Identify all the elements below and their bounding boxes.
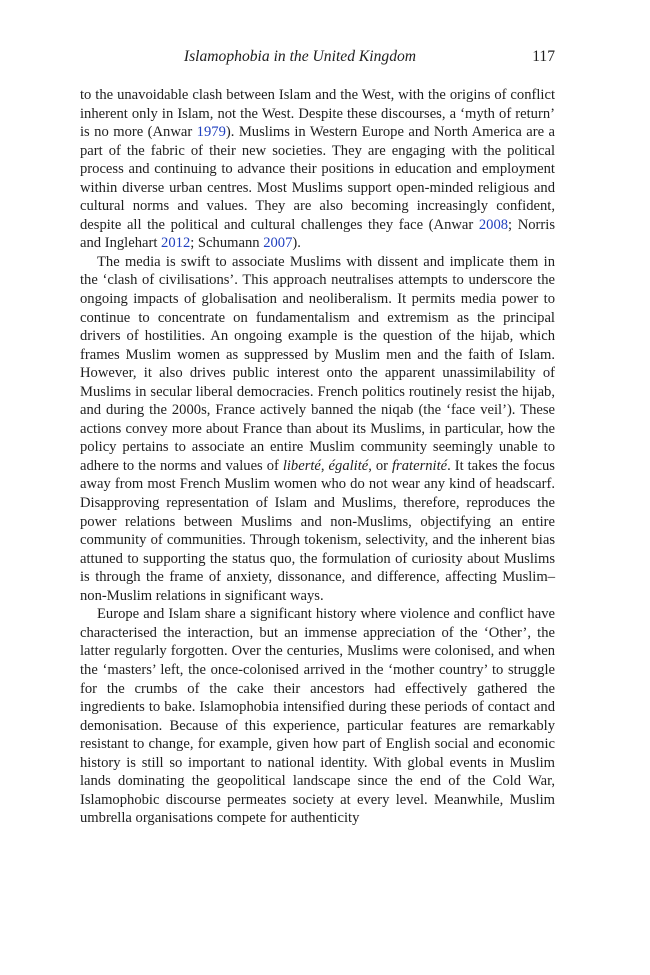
paragraph [80,86,555,253]
running-head [80,48,555,72]
text-run: ; Schumann [190,235,264,252]
italic-term: liberté [282,457,321,474]
text-run: to the unavoidable clash between Islam and the West, with the origins of conflict inherent only in Islam, not the West. Despite these discourses, a ‘myth of return’ is no more (Anwar [80,87,555,141]
text-run: The media is swift to associate Muslims with dissent and implicate them in the ‘clash of civilisations’. This approach neutralises attempts to underscore the ongoing impacts of globalisation and neoliberalism. It permits media power to continue to concentrate on fundamentalism and extremism as the principal drivers of hostilities. An ongoing example is the question of the hijab, which frames Muslim women as suppressed by Muslim men and the faith of Islam. However, it also drives public interest onto the apparent unassimilability of Muslims in secular liberal democracies. French politics routinely resist the hijab, and during the 2000s, France actively banned the niqab (the ‘face veil’). These actions convey more about France than about its Muslims, in particular, how the policy pertains to associate an entire Muslim community seemingly unable to adhere to the norms and values of [80,253,555,474]
citation-link[interactable]: 2008 [478,216,509,233]
paragraph [80,605,555,828]
citation-link[interactable]: 2012 [161,235,191,252]
text-run: ; Norris and Inglehart [80,216,555,252]
text-run: , [320,457,329,474]
citation-link[interactable]: 1979 [196,124,226,141]
text-run: ). [292,235,301,252]
running-head-title: Islamophobia in the United Kingdom [183,48,417,65]
text-run: Europe and Islam share a significant history where violence and conflict have characterised the interaction, but an immense appreciation of the ‘Other’, the latter regularly forgotten. Over the centuries, Muslims were colonised, and when the ‘masters’ left, the once-colonised arrived in the ‘mother country’ to struggle for the crumbs of the cake their ancestors had effectively gathered the ingredients to bake. Islamophobia intensified during these periods of contact and demonisation. Because of this experience, particular features are remarkably resistant to change, for example, given how part of English social and economic history is still so important to national identity. With global events in Muslim lands dominating the geopolitical landscape since the end of the Cold War, Islamophobic discourse permeates society at every level. Meanwhile, Muslim umbrella organisations compete for authenticity [80,606,555,827]
text-run: , or [368,457,392,474]
paragraph [80,253,555,605]
citation-link[interactable]: 2007 [263,235,293,252]
text-run: . It takes the focus away from most French Muslim women who do not wear any kind of headscarf. Disapproving representation of Islam and Muslims, therefore, reproduces the power relations between Muslims and non-Muslims, objectifying an entire community of communities. Through tokenism, selectivity, and the inherent bias attuned to supporting the status quo, the formulation of curiosity about Muslims is through the frame of anxiety, dissonance, and difference, affecting Muslim–non-Muslim relations in significant ways. [80,457,555,604]
italic-term: égalité [328,457,369,474]
page-number: 117 [532,48,555,65]
italic-term: fraternité [392,457,448,474]
text-run: ). Muslims in Western Europe and North America are a part of the fabric of their new societies. They are engaging with the political process and continuing to advance their positions in education and employment within diverse urban centres. Most Muslims support open-minded religious and cultural norms and values. They are also becoming increasingly confident, despite all the political and cultural challenges they face (Anwar [80,124,555,233]
body-text [80,86,555,828]
